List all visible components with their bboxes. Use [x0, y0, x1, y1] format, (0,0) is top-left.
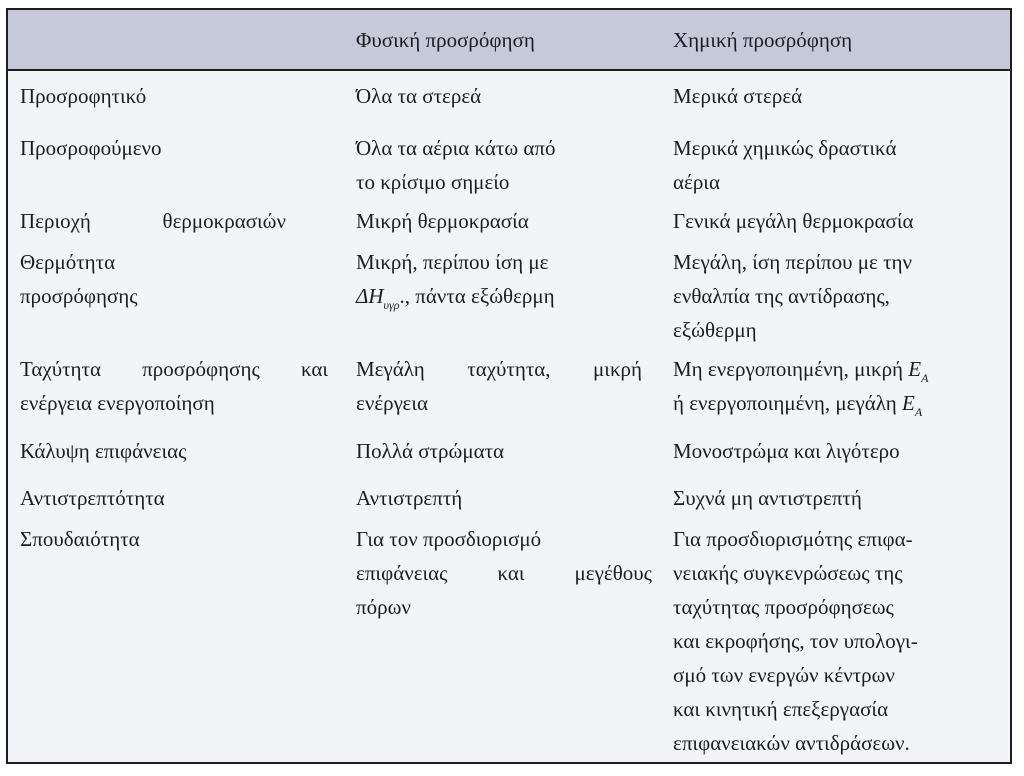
chemical-cell: Για προσδιορισμότης επιφα- [673, 527, 913, 551]
physical-cell: ενέργεια [356, 391, 429, 415]
row-label: προσρόφησης [20, 284, 138, 308]
row-label: ενέργεια ενεργοποίηση [20, 391, 215, 415]
chemical-cell: σμό των ενεργών κέντρων [673, 663, 895, 687]
chemical-cell: Μερικά χημικώς δραστικά [673, 136, 897, 160]
chemical-cell: και κινητική επεξεργασία [673, 697, 889, 721]
chemical-cell: νειακής συγκενρώσεως της [673, 561, 903, 585]
header-chemical-adsorption: Χημική προσρόφηση [673, 28, 853, 52]
row-label: Κάλυψη επιφάνειας [20, 439, 187, 463]
header-physical-adsorption: Φυσική προσρόφηση [356, 28, 535, 52]
row-label: Σπουδαιότητα [20, 527, 140, 551]
physical-cell: Πολλά στρώματα [356, 439, 505, 463]
chemical-cell: εξώθερμη [673, 318, 757, 342]
physical-cell: Αντιστρεπτή [356, 486, 463, 510]
physical-cell: Μεγάλη ταχύτητα, μικρή [356, 357, 642, 381]
row-label: Θερμότητα [20, 250, 116, 274]
chemical-cell [673, 386, 922, 429]
physical-cell: επιφάνειας και μεγέθους [356, 561, 652, 585]
chemical-cell: ενθαλπία της αντίδρασης, [673, 284, 890, 308]
row-label: Ταχύτητα προσρόφησης και [20, 357, 328, 381]
chemical-cell: Γενικά μεγάλη θερμοκρασία [673, 209, 914, 233]
chemical-cell: επιφανειακών αντιδράσεων. [673, 731, 910, 755]
comparison-table [6, 8, 1012, 764]
chemical-cell: Μονοστρώμα και λιγότερο [673, 439, 900, 463]
physical-cell: το κρίσιμο σημείο [356, 170, 510, 194]
physical-cell-text: ., πάντα εξώθερμη [399, 284, 555, 308]
table-header [8, 10, 1010, 71]
activation-energy-subscript: A [914, 405, 923, 419]
physical-cell [356, 279, 555, 322]
physical-cell: Όλα τα αέρια κάτω από [356, 136, 556, 160]
physical-cell: Για τον προσδιορισμό [356, 527, 542, 551]
physical-cell: Όλα τα στερεά [356, 84, 482, 108]
row-label: Προσροφητικό [20, 84, 147, 108]
row-label: Προσροφούμενο [20, 136, 162, 160]
chemical-cell-text: Μη ενεργοποιημένη, μικρή [673, 357, 904, 381]
activation-energy-symbol: E [908, 357, 922, 381]
chemical-cell: Μεγάλη, ίση περίπου με την [673, 250, 912, 274]
chemical-cell: και εκροφήσης, τον υπολογι- [673, 629, 918, 653]
physical-cell: Μικρή, περίπου ίση με [356, 250, 549, 274]
chemical-cell: αέρια [673, 170, 720, 194]
activation-energy-symbol: E [902, 391, 915, 415]
chemical-cell: ταχύτητας προσρόφησεως [673, 595, 894, 619]
physical-cell: πόρων [356, 595, 411, 619]
chemical-cell: Μερικά στερεά [673, 84, 803, 108]
chemical-cell: Συχνά μη αντιστρεπτή [673, 486, 862, 510]
delta-h-subscript: υγρ [383, 298, 400, 312]
row-label: Αντιστρεπτότητα [20, 486, 165, 510]
activation-energy-subscript: A [921, 371, 929, 385]
physical-cell: Μικρή θερμοκρασία [356, 209, 529, 233]
delta-h-symbol: ΔH [356, 284, 384, 308]
chemical-cell-text: ή ενεργοποιημένη, μεγάλη [673, 391, 897, 415]
row-label: Περιοχή θερμοκρασιών [20, 209, 286, 233]
